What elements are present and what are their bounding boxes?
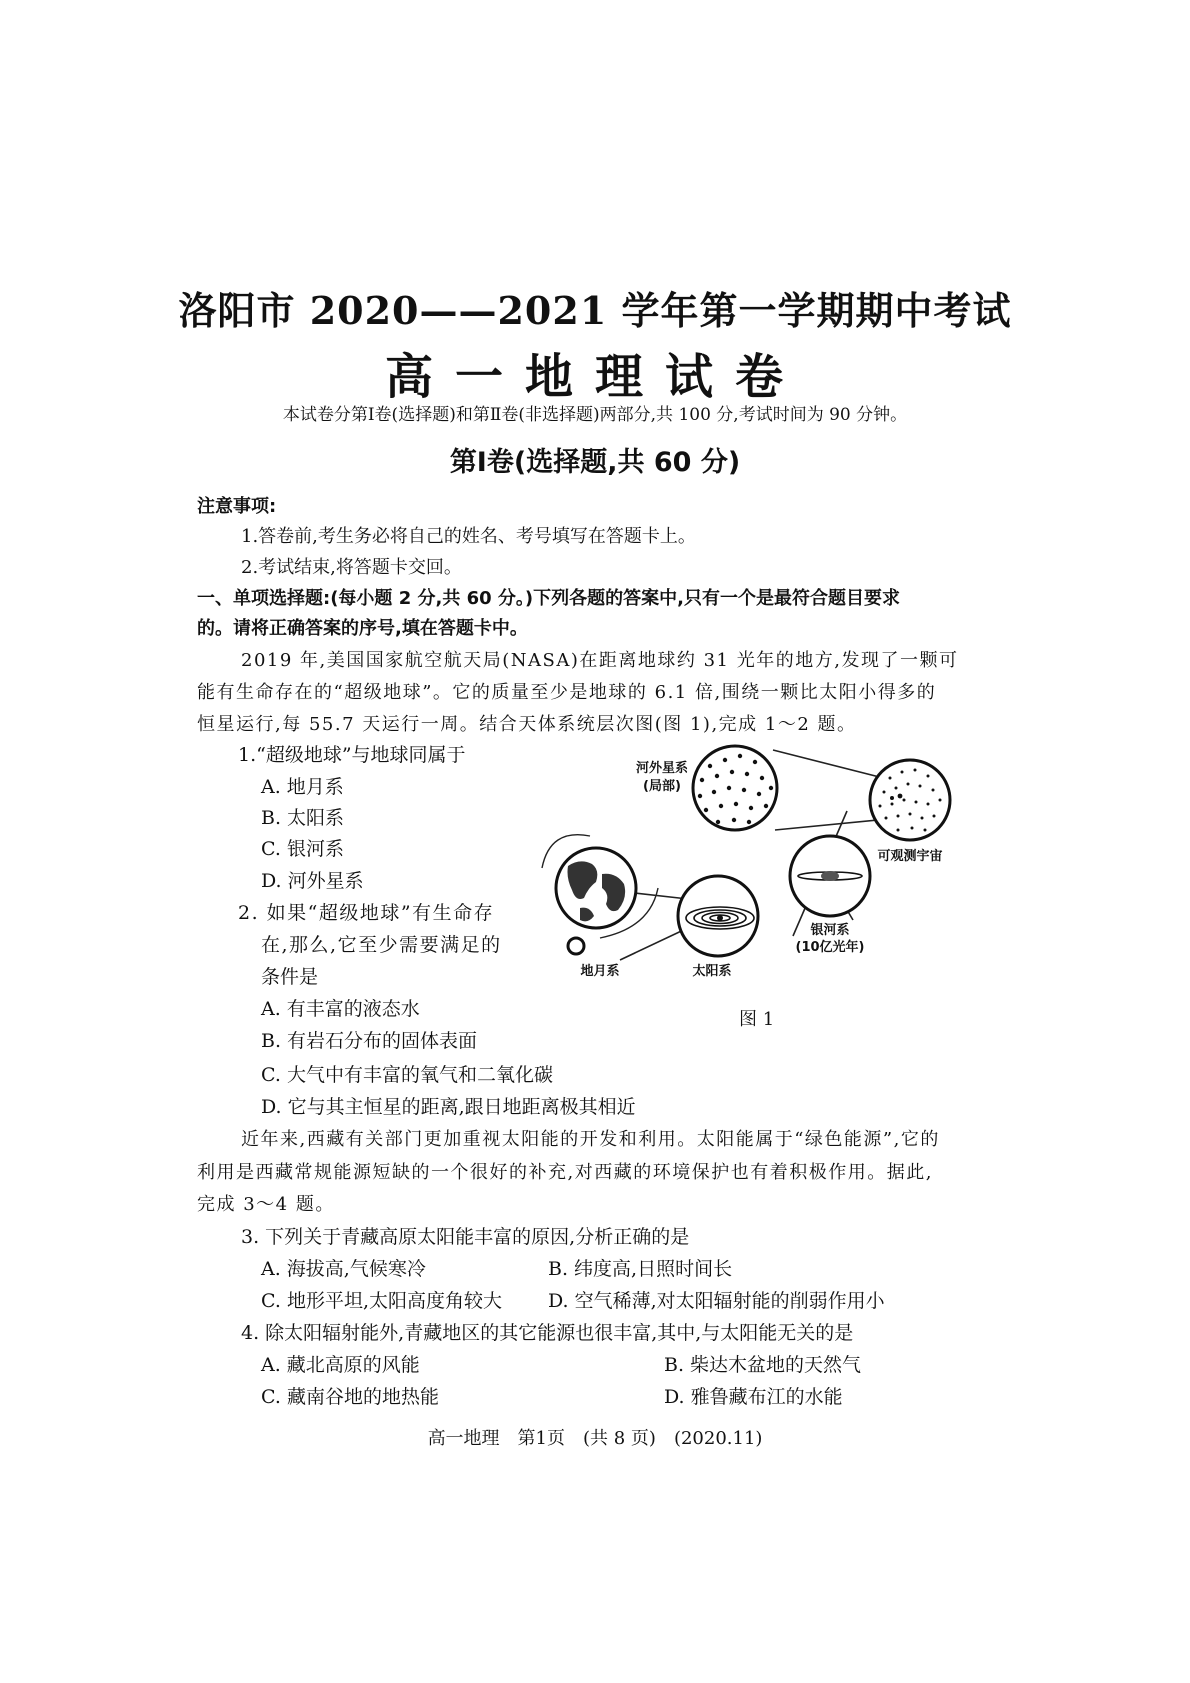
passage1-line3: 恒星运行,每 55.7 天运行一周。结合天体系统层次图(图 1),完成 1～2 题。 <box>197 714 857 735</box>
q2-option-c: C. 大气中有丰富的氧气和二氧化碳 <box>261 1064 553 1086</box>
label-earth-moon: 地月系 <box>580 964 620 978</box>
q3-option-c: C. 地形平坦,太阳高度角较大 <box>261 1290 502 1312</box>
exam-intro: 本试卷分第Ⅰ卷(选择题)和第Ⅱ卷(非选择题)两部分,共 100 分,考试时间为 90 分钟。 <box>282 405 908 425</box>
extragalactic-circle <box>693 746 777 830</box>
page-footer: 高一地理 第1页 (共 8 页) (2020.11) <box>427 1428 763 1449</box>
passage2-line3: 完成 3～4 题。 <box>197 1194 335 1215</box>
passage1-line1: 2019 年,美国国家航空航天局(NASA)在距离地球约 31 光年的地方,发现了一颗可 <box>241 650 959 671</box>
q1-option-b: B. 太阳系 <box>261 807 345 829</box>
q3-option-b: B. 纬度高,日照时间长 <box>548 1258 733 1280</box>
passage2-line2: 利用是西藏常规能源短缺的一个很好的补充,对西藏的环境保护也有着积极作用。据此, <box>197 1162 933 1183</box>
exam-subtitle: 高一地理试卷 <box>384 349 805 405</box>
q4-stem: 4. 除太阳辐射能外,青藏地区的其它能源也很丰富,其中,与太阳能无关的是 <box>241 1322 854 1344</box>
q3-option-d: D. 空气稀薄,对太阳辐射能的削弱作用小 <box>548 1290 885 1312</box>
q2-option-b: B. 有岩石分布的固体表面 <box>261 1030 478 1052</box>
label-milky-way: 银河系 <box>810 923 850 938</box>
notice-heading: 注意事项: <box>197 496 277 517</box>
q3-option-a: A. 海拔高,气候寒冷 <box>261 1258 426 1280</box>
passage2-line1: 近年来,西藏有关部门更加重视太阳能的开发和利用。太阳能属于“绿色能源”,它的 <box>241 1129 940 1150</box>
q2-stem-line2: 在,那么,它至少需要满足的 <box>261 934 502 956</box>
galaxy-bulge <box>821 871 839 881</box>
celestial-hierarchy-figure <box>540 738 1000 978</box>
moon-circle <box>568 938 584 954</box>
notice-item-1: 1.答卷前,考生务必将自己的姓名、考号填写在答题卡上。 <box>241 526 696 547</box>
part-instruction-line1: 一、单项选择题:(每小题 2 分,共 60 分。)下列各题的答案中,只有一个是最符合题目要求 <box>197 588 900 609</box>
label-solar-system: 太阳系 <box>692 964 732 978</box>
q3-stem: 3. 下列关于青藏高原太阳能丰富的原因,分析正确的是 <box>241 1226 690 1248</box>
label-extragalactic: 河外星系 <box>635 761 689 776</box>
q1-option-d: D. 河外星系 <box>261 870 364 892</box>
exam-title: 洛阳市 2020——2021 学年第一学期期中考试 <box>178 288 1012 333</box>
q1-option-a: A. 地月系 <box>261 776 344 798</box>
q2-stem-line3: 条件是 <box>261 966 319 988</box>
q4-option-b: B. 柴达木盆地的天然气 <box>664 1354 862 1376</box>
q4-option-a: A. 藏北高原的风能 <box>261 1354 420 1376</box>
label-observable-universe: 可观测宇宙 <box>877 849 943 864</box>
q2-option-d: D. 它与其主恒星的距离,跟日地距离极其相近 <box>261 1096 636 1118</box>
q4-option-c: C. 藏南谷地的地热能 <box>261 1386 439 1408</box>
q4-option-d: D. 雅鲁藏布江的水能 <box>664 1386 843 1408</box>
section-title: 第Ⅰ卷(选择题,共 60 分) <box>449 447 741 478</box>
label-extragalactic-partial: (局部) <box>643 779 681 794</box>
observable-universe-circle <box>870 760 950 840</box>
part-instruction-line2: 的。请将正确答案的序号,填在答题卡中。 <box>197 618 528 639</box>
q2-option-a: A. 有丰富的液态水 <box>261 998 420 1020</box>
label-milky-way-size: (10亿光年) <box>795 940 865 955</box>
q1-option-c: C. 银河系 <box>261 838 344 860</box>
q2-stem-line1: 2. 如果“超级地球”有生命存 <box>238 902 495 924</box>
q1-stem: 1.“超级地球”与地球同属于 <box>238 744 466 766</box>
figure-caption: 图 1 <box>739 1009 775 1030</box>
sun-dot <box>717 915 723 921</box>
passage1-line2: 能有生命存在的“超级地球”。它的质量至少是地球的 6.1 倍,围绕一颗比太阳小得多的 <box>197 682 937 703</box>
notice-item-2: 2.考试结束,将答题卡交回。 <box>241 557 462 578</box>
